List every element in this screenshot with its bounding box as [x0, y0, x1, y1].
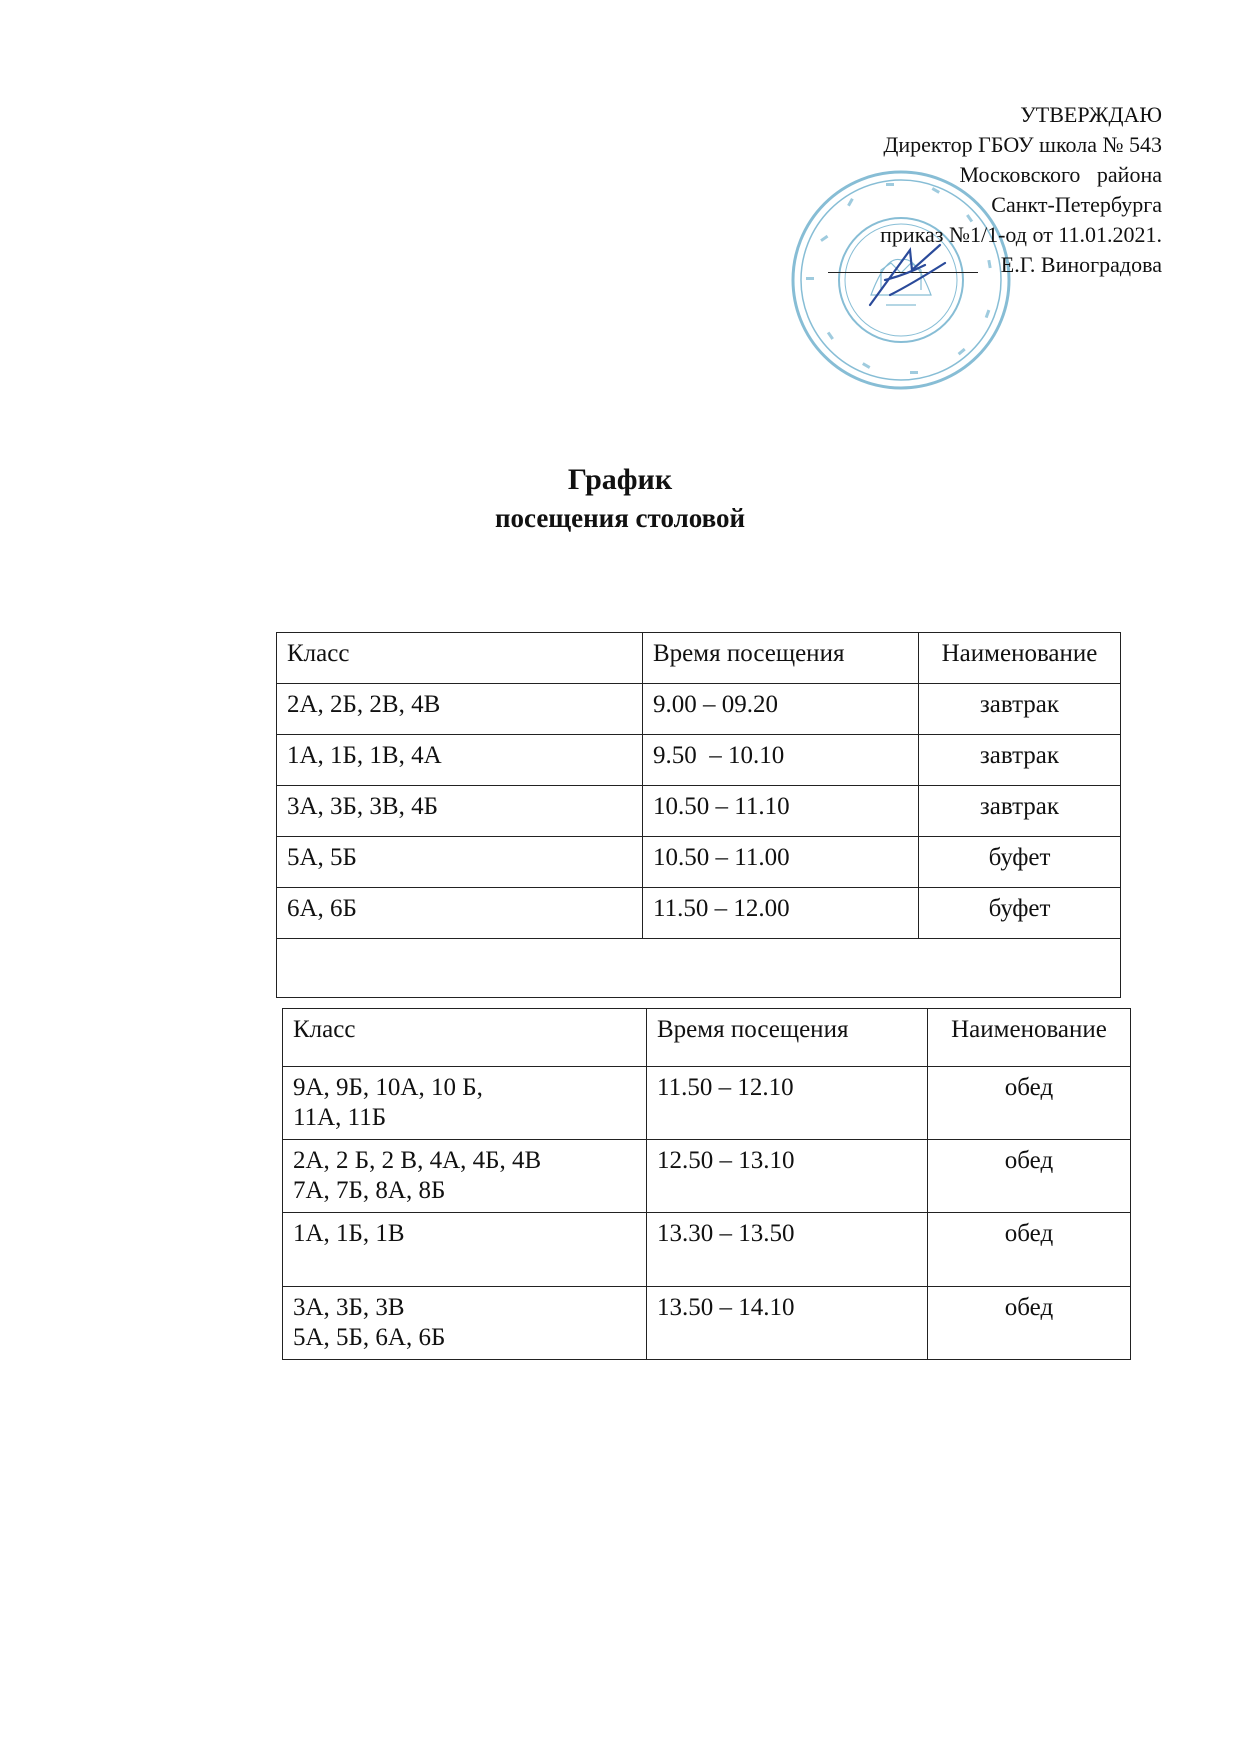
- header-time: Время посещения: [643, 633, 919, 684]
- cell-time: 11.50 – 12.00: [643, 888, 919, 939]
- cell-class: 6А, 6Б: [277, 888, 643, 939]
- class-line-1: 9А, 9Б, 10А, 10 Б,: [293, 1074, 483, 1101]
- cell-class: 2А, 2Б, 2В, 4В: [277, 684, 643, 735]
- table-header-row: [283, 1009, 1131, 1067]
- cell-meal: завтрак: [919, 735, 1121, 786]
- class-line-1: 1А, 1Б, 1В: [293, 1220, 405, 1247]
- cell-class: [283, 1213, 647, 1287]
- cell-meal: обед: [928, 1287, 1131, 1360]
- table-row: [277, 888, 1121, 939]
- header-class: Класс: [277, 633, 643, 684]
- title-main: График: [567, 463, 673, 496]
- cell-meal: буфет: [919, 837, 1121, 888]
- cell-meal: завтрак: [919, 684, 1121, 735]
- cell-class: [283, 1287, 647, 1360]
- header-class: Класс: [283, 1009, 647, 1067]
- cell-time: 13.30 – 13.50: [647, 1213, 928, 1287]
- table-row: [283, 1140, 1131, 1213]
- table-row: [277, 786, 1121, 837]
- cell-class: 5А, 5Б: [277, 837, 643, 888]
- cell-time: 10.50 – 11.00: [643, 837, 919, 888]
- cell-meal: завтрак: [919, 786, 1121, 837]
- title-sub: посещения столовой: [494, 503, 746, 533]
- schedule-table-lunch: [282, 1008, 1131, 1360]
- director-title: Директор ГБОУ школа № 543: [883, 132, 1162, 157]
- cell-meal: обед: [928, 1140, 1131, 1213]
- table-row: [283, 1287, 1131, 1360]
- cell-meal: буфет: [919, 888, 1121, 939]
- cell-time: 11.50 – 12.10: [647, 1067, 928, 1140]
- cell-time: 13.50 – 14.10: [647, 1287, 928, 1360]
- city-line: Санкт-Петербурга: [991, 192, 1162, 217]
- class-line-2: 11А, 11Б: [293, 1104, 387, 1131]
- class-line-1: 2А, 2 Б, 2 В, 4А, 4Б, 4В: [293, 1147, 542, 1174]
- cell-time: 9.50 – 10.10: [643, 735, 919, 786]
- table-row: [277, 735, 1121, 786]
- document-title: [0, 460, 1240, 536]
- cell-class: [283, 1140, 647, 1213]
- table-header-row: [277, 633, 1121, 684]
- table-row: [283, 1067, 1131, 1140]
- class-line-1: 3А, 3Б, 3В: [293, 1294, 405, 1321]
- cell-time: 12.50 – 13.10: [647, 1140, 928, 1213]
- order-line: приказ №1/1-од от 11.01.2021.: [880, 222, 1162, 247]
- schedule-table-breakfast: [276, 632, 1121, 998]
- district-line: Московского района: [959, 162, 1162, 187]
- cell-class: [283, 1067, 647, 1140]
- empty-cell: [277, 939, 1121, 998]
- cell-time: 10.50 – 11.10: [643, 786, 919, 837]
- header-meal: Наименование: [928, 1009, 1131, 1067]
- director-name: Е.Г. Виноградова: [1000, 252, 1162, 277]
- class-line-2: 7А, 7Б, 8А, 8Б: [293, 1177, 446, 1204]
- table-row: [277, 684, 1121, 735]
- header-meal: Наименование: [919, 633, 1121, 684]
- class-line-2: 5А, 5Б, 6А, 6Б: [293, 1324, 446, 1351]
- cell-time: 9.00 – 09.20: [643, 684, 919, 735]
- cell-class: 3А, 3Б, 3В, 4Б: [277, 786, 643, 837]
- signature-mark: [850, 235, 960, 315]
- cell-class: 1А, 1Б, 1В, 4А: [277, 735, 643, 786]
- cell-meal: обед: [928, 1067, 1131, 1140]
- table-row: [283, 1213, 1131, 1287]
- cell-meal: обед: [928, 1213, 1131, 1287]
- header-time: Время посещения: [647, 1009, 928, 1067]
- approval-heading: УТВЕРЖДАЮ: [1020, 102, 1162, 127]
- table-spacer-row: [277, 939, 1121, 998]
- table-row: [277, 837, 1121, 888]
